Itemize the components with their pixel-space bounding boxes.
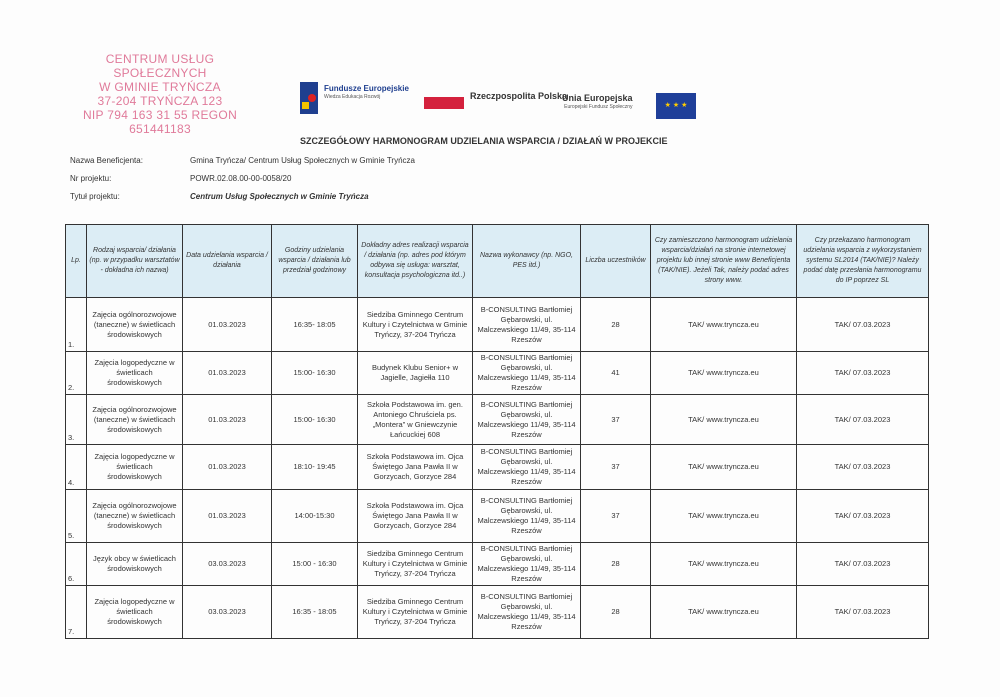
table-cell: TAK/ 07.03.2023 [797,445,929,490]
table-cell: Zajęcia ogólnorozwojowe (taneczne) w świetlicach środowiskowych [87,298,183,352]
table-cell: Szkoła Podstawowa im. Ojca Świętego Jana Pawła II w Gorzycach, Gorzyce 284 [358,445,473,490]
column-header: Czy zamieszczono harmonogram udzielania wsparcia/działań na stronie internetowej projektu lub innej stronie www Beneficjenta (TAK/NIE). Jeżeli Tak, należy podać adres strony www. [651,225,797,298]
table-cell: 7. [66,586,87,639]
column-header: Nazwa wykonawcy (np. NGO, PES itd.) [473,225,581,298]
meta-label: Nazwa Beneficjenta: [70,156,143,165]
table-cell: 01.03.2023 [183,490,272,543]
table-row [66,490,929,543]
rp-logo-text: Rzeczpospolita Polska [470,91,568,101]
table-cell: TAK/ 07.03.2023 [797,395,929,445]
table-cell: 6. [66,543,87,586]
stamp-line: 37-204 TRYŃCZA 123 [97,94,223,108]
eu-flag-icon: ★ ★ ★ [656,93,696,119]
stamp-line: CENTRUM USŁUG SPOŁECZNYCH [105,52,215,80]
column-header: Lp. [66,225,87,298]
table-cell: TAK/ 07.03.2023 [797,543,929,586]
table-row [66,543,929,586]
stamp-line: NIP 794 163 31 55 REGON 651441183 [82,108,238,136]
table-cell: 01.03.2023 [183,395,272,445]
meta-value: Centrum Usług Społecznych w Gminie Tryńcza [190,192,369,201]
table-cell: 41 [581,352,651,395]
ue-logo-text [562,94,633,112]
table-cell: 28 [581,543,651,586]
meta-label: Tytuł projektu: [70,192,120,201]
table-row [66,586,929,639]
table-cell: B-CONSULTING Bartłomiej Gębarowski, ul. Malczewskiego 11/49, 35-114 Rzeszów [473,543,581,586]
table-cell: TAK/ www.tryncza.eu [651,543,797,586]
table-cell: Język obcy w świetlicach środowiskowych [87,543,183,586]
table-cell: Zajęcia logopedyczne w świetlicach środowiskowych [87,352,183,395]
ue-title: Unia Europejska [562,93,633,103]
table-cell: 37 [581,490,651,543]
column-header: Data udzielania wsparcia / działania [183,225,272,298]
table-cell: TAK/ www.tryncza.eu [651,490,797,543]
table-cell: 28 [581,298,651,352]
fe-sub: Wiedza Edukacja Rozwój [324,94,381,100]
table-cell: B-CONSULTING Bartłomiej Gębarowski, ul. Malczewskiego 11/49, 35-114 Rzeszów [473,395,581,445]
table-cell: 5. [66,490,87,543]
table-cell: Siedziba Gminnego Centrum Kultury i Czytelnictwa w Gminie Tryńczy, 37-204 Tryńcza [358,586,473,639]
column-header: Rodzaj wsparcia/ działania (np. w przypadku warsztatów - dokładna ich nazwa) [87,225,183,298]
table-cell: B-CONSULTING Bartłomiej Gębarowski, ul. Malczewskiego 11/49, 35-114 Rzeszów [473,586,581,639]
table-cell: Szkoła Podstawowa im. gen. Antoniego Chruściela ps. „Montera” w Gniewczynie Łańcuckiej 608 [358,395,473,445]
table-cell: TAK/ www.tryncza.eu [651,352,797,395]
table-cell: 18:10- 19:45 [272,445,358,490]
table-cell: B-CONSULTING Bartłomiej Gębarowski, ul. Malczewskiego 11/49, 35-114 Rzeszów [473,445,581,490]
table-cell: 28 [581,586,651,639]
stamp-line: W GMINIE TRYŃCZA [99,80,221,94]
table-cell: Zajęcia ogólnorozwojowe (taneczne) w świetlicach środowiskowych [87,395,183,445]
meta-label: Nr projektu: [70,174,112,183]
table-cell: TAK/ www.tryncza.eu [651,445,797,490]
table-cell: TAK/ www.tryncza.eu [651,298,797,352]
institution-stamp [60,52,260,136]
table-row [66,395,929,445]
table-cell: 15:00- 16:30 [272,352,358,395]
table-cell: 4. [66,445,87,490]
table-row [66,352,929,395]
table-cell: B-CONSULTING Bartłomiej Gębarowski, ul. Malczewskiego 11/49, 35-114 Rzeszów [473,298,581,352]
table-cell: 15:00 - 16:30 [272,543,358,586]
table-cell: TAK/ 07.03.2023 [797,352,929,395]
table-cell: 16:35- 18:05 [272,298,358,352]
table-cell: 37 [581,395,651,445]
table-cell: B-CONSULTING Bartłomiej Gębarowski, ul. Malczewskiego 11/49, 35-114 Rzeszów [473,490,581,543]
table-cell: Szkoła Podstawowa im. Ojca Świętego Jana Pawła II w Gorzycach, Gorzyce 284 [358,490,473,543]
document-title: SZCZEGÓŁOWY HARMONOGRAM UDZIELANIA WSPARCIA / DZIAŁAŃ W PROJEKCIE [300,136,668,146]
table-cell: Zajęcia logopedyczne w świetlicach środowiskowych [87,586,183,639]
meta-value: POWR.02.08.00-00-0058/20 [190,174,292,183]
column-header: Czy przekazano harmonogram udzielania wsparcia z wykorzystaniem systemu SL2014 (TAK/NIE)? Należy podać datę przesłania harmonogramu do IP poprzez SL [797,225,929,298]
column-header: Dokładny adres realizacji wsparcia / działania (np. adres pod którym odbywa się usługa: warsztat, konsultacja psychologiczna itd..) [358,225,473,298]
table-cell: 14:00-15:30 [272,490,358,543]
table-cell: TAK/ www.tryncza.eu [651,395,797,445]
table-cell: Zajęcia logopedyczne w świetlicach środowiskowych [87,445,183,490]
table-row [66,298,929,352]
meta-value: Gmina Tryńcza/ Centrum Usług Społecznych w Gminie Tryńcza [190,156,415,165]
schedule-table [65,224,929,639]
table-cell: Zajęcia ogólnorozwojowe (taneczne) w świetlicach środowiskowych [87,490,183,543]
table-cell: 37 [581,445,651,490]
table-cell: Siedziba Gminnego Centrum Kultury i Czytelnictwa w Gminie Tryńczy, 37-204 Tryńcza [358,543,473,586]
table-cell: 1. [66,298,87,352]
table-cell: 03.03.2023 [183,543,272,586]
table-row [66,445,929,490]
table-cell: Siedziba Gminnego Centrum Kultury i Czytelnictwa w Gminie Tryńczy, 37-204 Tryńcza [358,298,473,352]
table-cell: TAK/ 07.03.2023 [797,490,929,543]
column-header: Liczba uczestników [581,225,651,298]
ue-sub: Europejski Fundusz Społeczny [564,104,633,110]
table-cell: Budynek Klubu Senior+ w Jagielle, Jagiełła 110 [358,352,473,395]
polish-flag-icon [424,97,464,109]
table-cell: TAK/ 07.03.2023 [797,298,929,352]
table-cell: TAK/ 07.03.2023 [797,586,929,639]
table-cell: TAK/ www.tryncza.eu [651,586,797,639]
column-header: Godziny udzielania wsparcia / działania lub przedział godzinowy [272,225,358,298]
table-cell: 16:35 - 18:05 [272,586,358,639]
table-cell: 01.03.2023 [183,352,272,395]
table-cell: 01.03.2023 [183,445,272,490]
logo-bar [300,82,700,122]
table-cell: 3. [66,395,87,445]
table-cell: 2. [66,352,87,395]
table-header-row [66,225,929,298]
table-cell: 03.03.2023 [183,586,272,639]
fe-logo-text [324,84,409,102]
table-cell: B-CONSULTING Bartłomiej Gębarowski, ul. Malczewskiego 11/49, 35-114 Rzeszów [473,352,581,395]
fe-title: Fundusze Europejskie [324,84,409,93]
table-cell: 15:00- 16:30 [272,395,358,445]
table-cell: 01.03.2023 [183,298,272,352]
fundusze-europejskie-logo-icon [300,82,318,114]
